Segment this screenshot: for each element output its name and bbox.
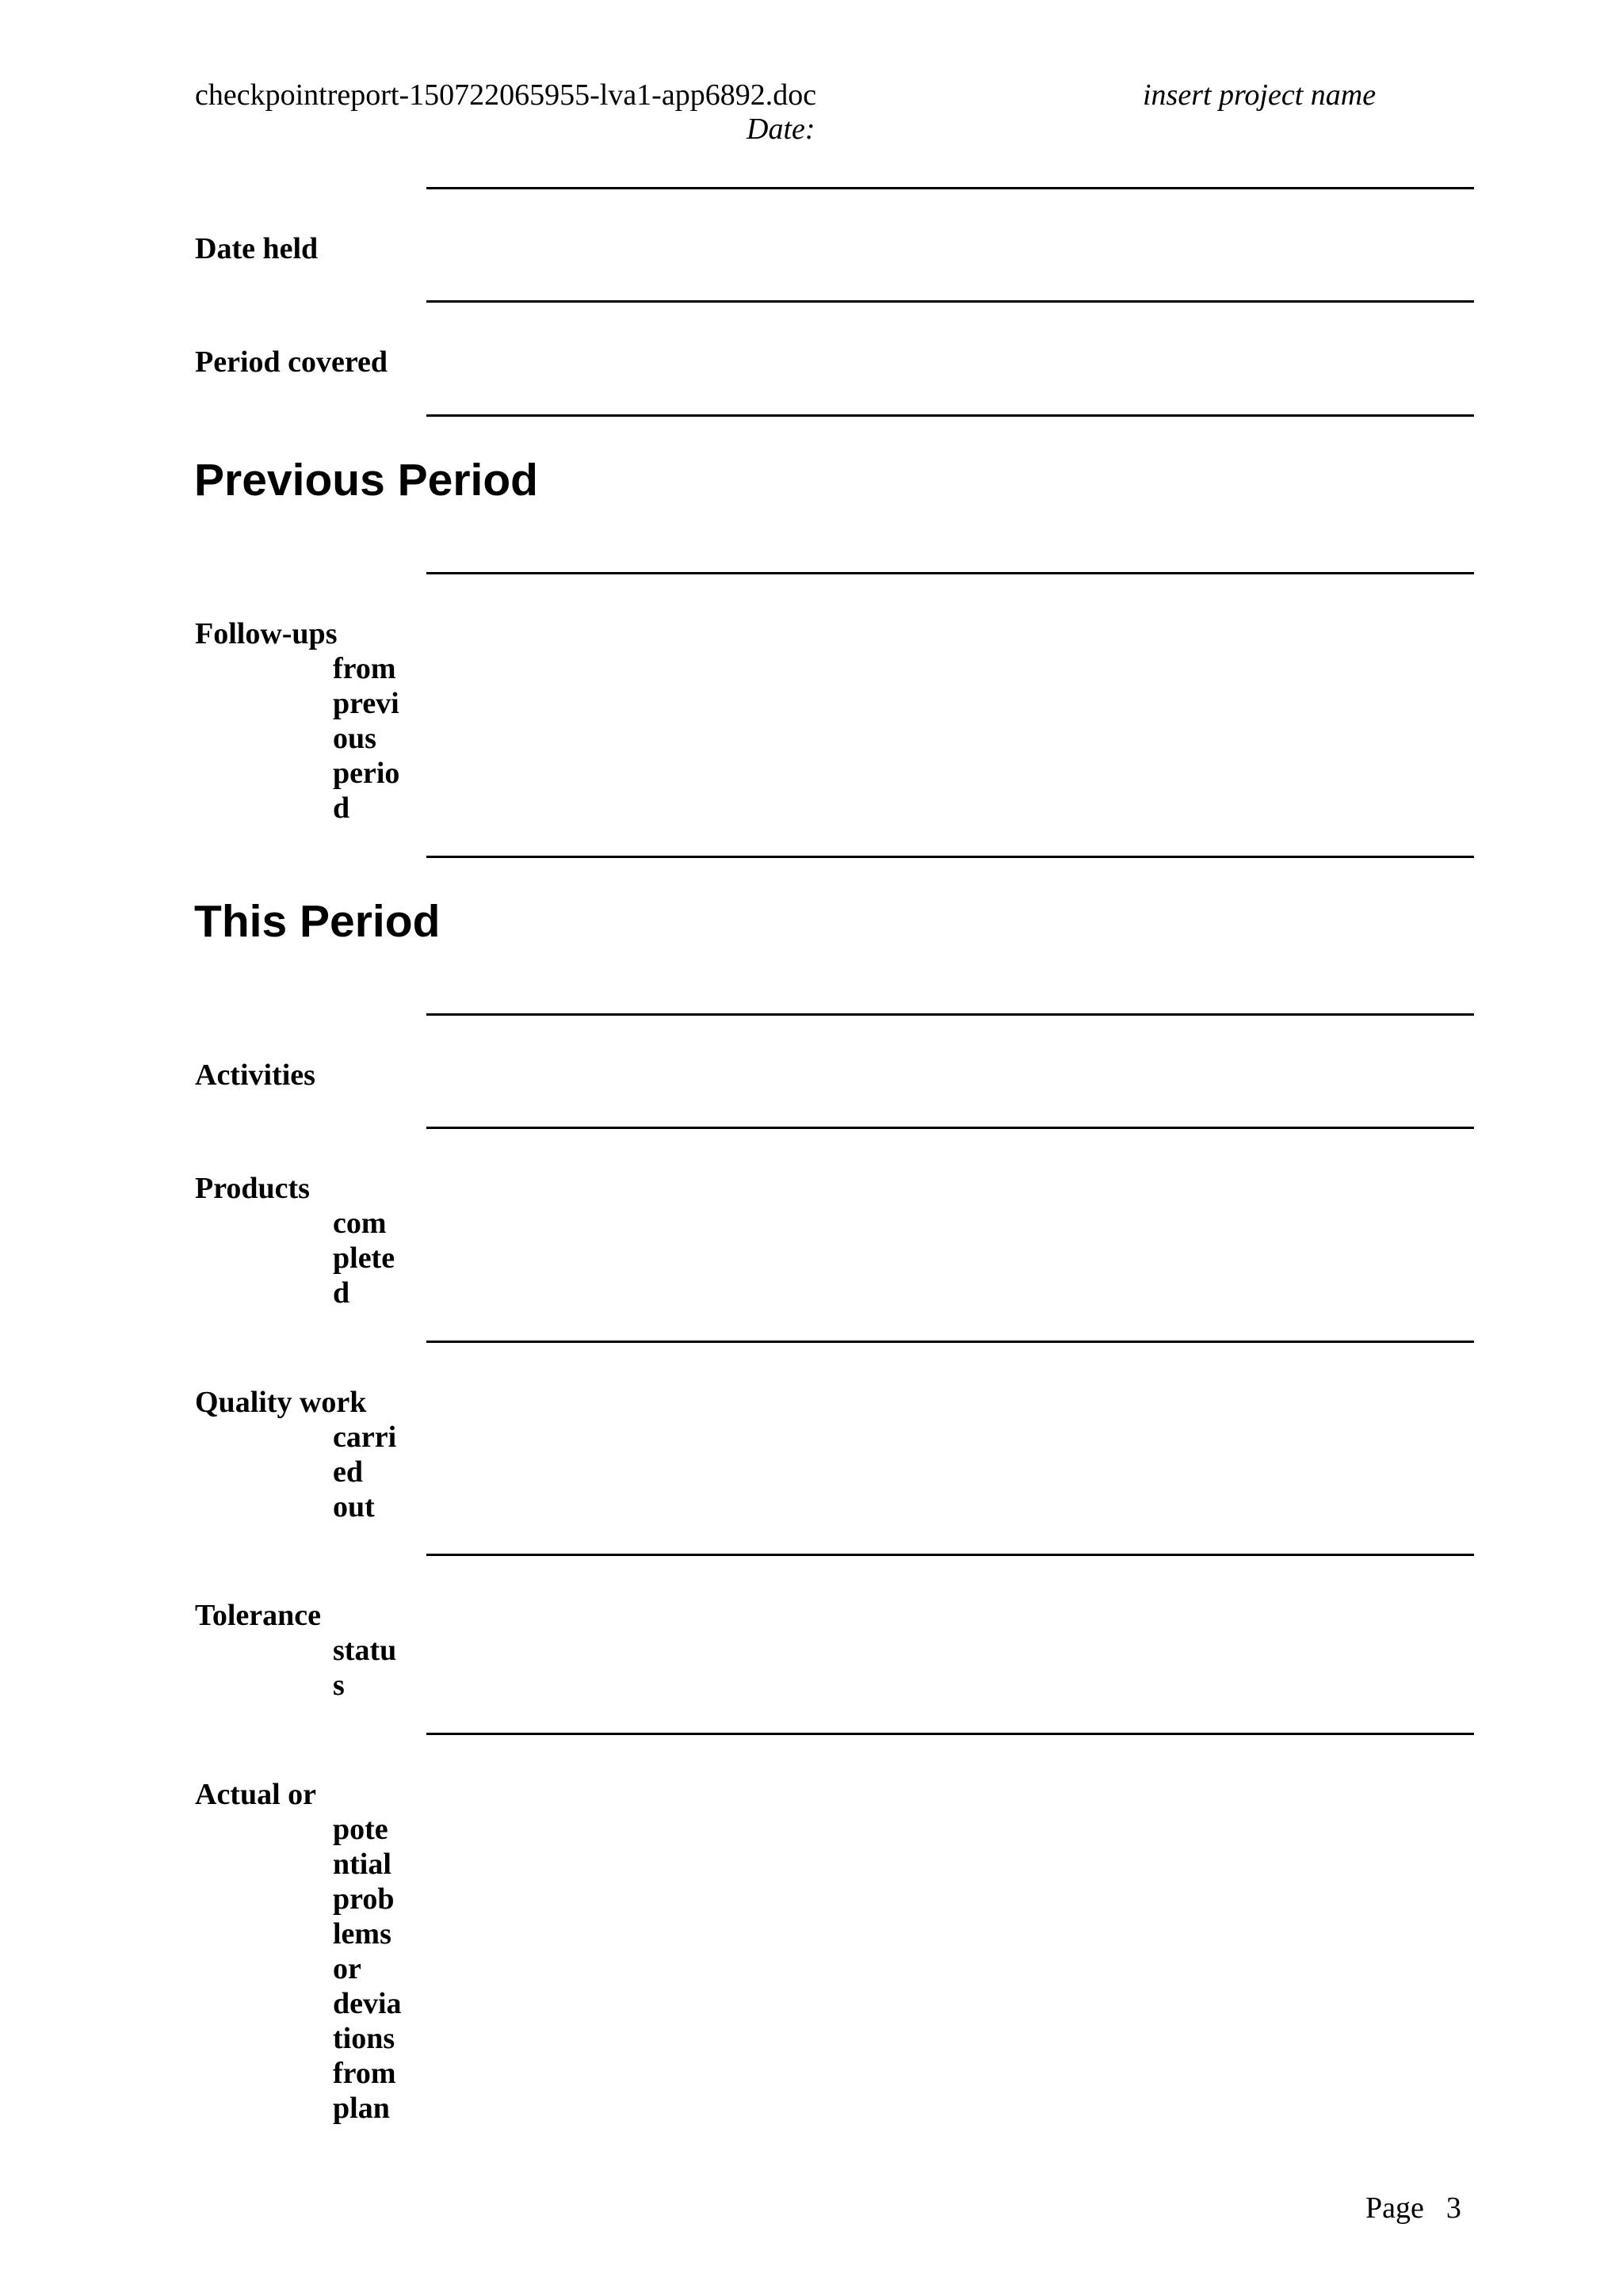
problems-text: Actual or [195, 1778, 317, 1811]
date-held-text: Date held [195, 232, 319, 265]
project-name: insert project name [1143, 78, 1377, 112]
divider-line [426, 856, 1474, 858]
follow-ups-continuation: from previ ous perio d [333, 652, 400, 825]
tolerance-status-continuation: statu s [333, 1634, 397, 1702]
problems-continuation: pote ntial prob lems or devia tions from plan [333, 1813, 402, 2125]
divider-line [426, 1127, 1474, 1129]
divider-line [426, 572, 1474, 574]
divider-line [426, 300, 1474, 303]
activities-label [195, 1058, 315, 1093]
section-heading-previous-period: Previous Period [194, 455, 538, 505]
divider-line [426, 1013, 1474, 1016]
tolerance-status-text: Tolerance [195, 1599, 322, 1632]
divider-line [426, 187, 1474, 189]
problems-label [195, 1777, 402, 2126]
tolerance-status-label [195, 1598, 396, 1703]
quality-work-label [195, 1385, 396, 1524]
products-completed-continuation: com plete d [333, 1207, 395, 1310]
section-heading-this-period: This Period [194, 896, 441, 947]
date-held-label [195, 231, 318, 266]
period-covered-text: Period covered [195, 345, 388, 379]
page-footer [1365, 2191, 1461, 2225]
activities-text: Activities [195, 1058, 315, 1092]
quality-work-text: Quality work [195, 1386, 367, 1419]
divider-line [426, 414, 1474, 417]
date-label: Date: [747, 113, 815, 146]
divider-line [426, 1341, 1474, 1343]
page-label: Page [1365, 2191, 1424, 2225]
document-filename: checkpointreport-150722065955-lva1-app6892.doc [195, 78, 817, 112]
page-number: 3 [1445, 2191, 1461, 2225]
period-covered-label [195, 345, 388, 379]
divider-line [426, 1554, 1474, 1556]
products-completed-text: Products [195, 1172, 310, 1205]
follow-ups-text: Follow-ups [195, 617, 338, 650]
divider-line [426, 1733, 1474, 1735]
products-completed-label [195, 1171, 395, 1310]
quality-work-continuation: carri ed out [333, 1421, 397, 1524]
follow-ups-label [195, 616, 399, 826]
